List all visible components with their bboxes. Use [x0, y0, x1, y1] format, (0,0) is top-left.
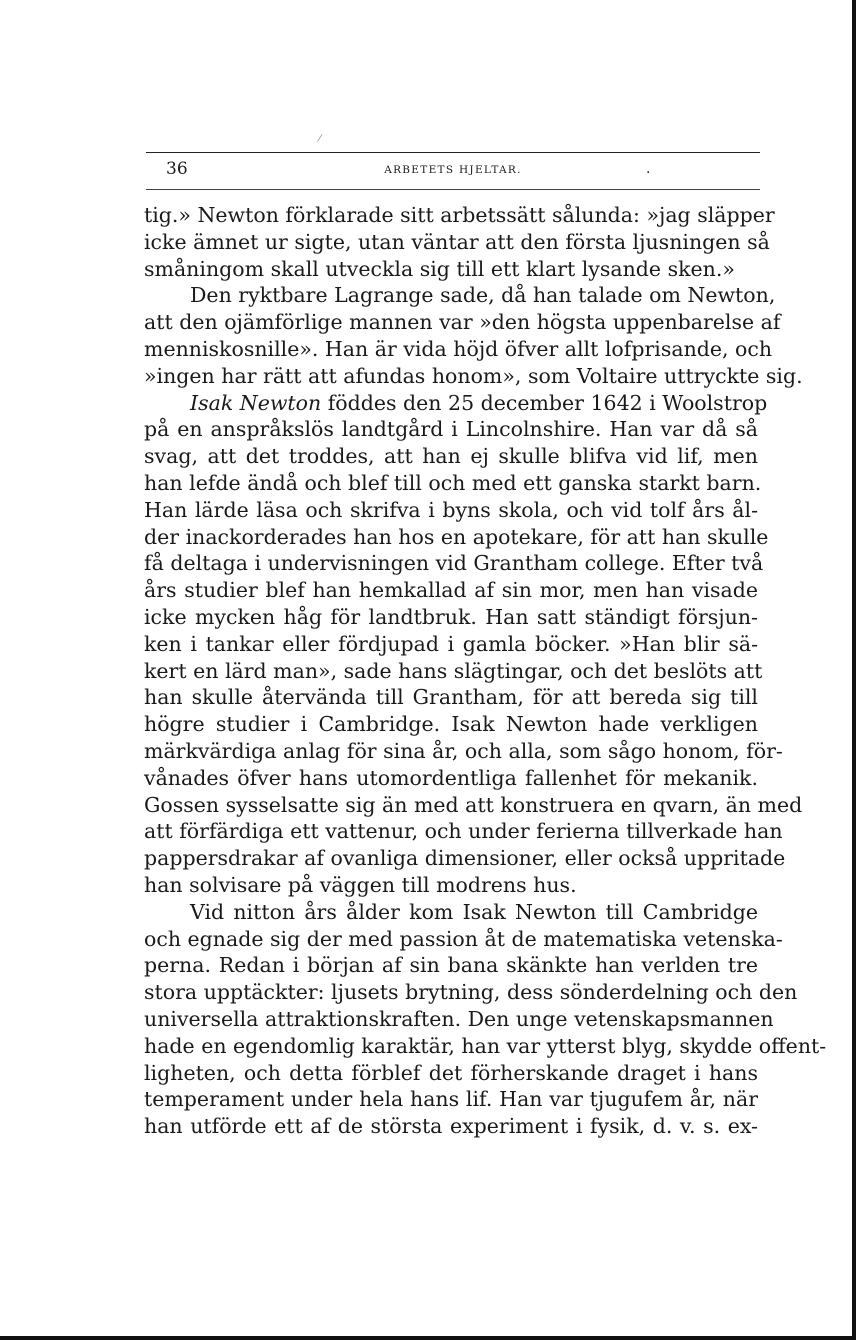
- text-line: Vid nitton års ålder kom Isak Newton till Cambridge: [190, 899, 758, 924]
- text-line: han solvisare på väggen till modrens hus.: [144, 872, 577, 897]
- text-line: universella attraktionskraften. Den unge vetenskapsmannen: [144, 1006, 774, 1031]
- text-line: perna. Redan i början af sin bana skänkte han verlden tre: [144, 953, 758, 978]
- running-title: ARBETETS HJELTAR.: [384, 164, 522, 176]
- text-line: stora upptäckter: ljusets brytning, dess sönderdelning och den: [144, 980, 798, 1005]
- emphasized-name: Isak Newton: [190, 390, 322, 415]
- text-line: högre studier i Cambridge. Isak Newton hade verkligen: [144, 712, 758, 737]
- text-line: vånades öfver hans utomordentliga fallenhet för mekanik.: [144, 765, 758, 790]
- text-line: pappersdrakar af ovanliga dimensioner, eller också uppritade: [144, 846, 786, 871]
- text-line: han lefde ändå och blef till och med ett ganska starkt barn.: [144, 470, 762, 495]
- text-line: icke mycken håg för landtbruk. Han satt ständigt försjun-: [144, 604, 758, 629]
- text-line: Gossen sysselsatte sig än med att konstruera en qvarn, än med: [144, 792, 803, 817]
- text-line: hade en egendomlig karaktär, han var ytterst blyg, skydde offent-: [144, 1033, 827, 1058]
- text-line: märkvärdiga anlag för sina år, och alla, som sågo honom, för-: [144, 738, 783, 763]
- text-line: »ingen har rätt att afundas honom», som Voltaire uttryckte sig.: [144, 363, 803, 388]
- text-line: småningom skall utveckla sig till ett klart lysande sken.»: [144, 256, 735, 281]
- text-line: att förfärdiga ett vattenur, och under ferierna tillverkade han: [144, 819, 783, 844]
- text-line: på en anspråkslös landtgård i Lincolnshire. Han var då så: [144, 417, 758, 442]
- text-line: få deltaga i undervisningen vid Grantham college. Efter två: [144, 551, 764, 576]
- page-number: 36: [166, 159, 188, 179]
- text-line: Den ryktbare Lagrange sade, då han talade om Newton,: [190, 283, 776, 308]
- scan-mark: /: [316, 132, 323, 145]
- text-line: ken i tankar eller fördjupad i gamla böcker. »Han blir sä-: [144, 631, 758, 656]
- text-line: der inackorderades han hos en apotekare, för att han skulle: [144, 524, 769, 549]
- page-edge-bottom: [0, 1336, 856, 1340]
- page-header: [146, 152, 760, 190]
- text-line: han utförde ett af de största experiment i fysik, d. v. s. ex-: [144, 1114, 758, 1139]
- text-line: temperament under hela hans lif. Han var tjugufem år, när: [144, 1087, 758, 1112]
- text-line: han skulle återvända till Grantham, för att bereda sig till: [144, 685, 758, 710]
- text-line: och egnade sig der med passion åt de matematiska vetenska-: [144, 926, 783, 951]
- text-line: ligheten, och detta förblef det förherskande draget i hans: [144, 1060, 758, 1085]
- text-line: Isak Newton föddes den 25 december 1642 i Woolstrop: [190, 390, 768, 415]
- text-line: tig.» Newton förklarade sitt arbetssätt sålunda: »jag släpper: [144, 203, 775, 227]
- header-mark: .: [646, 161, 651, 177]
- text-line: svag, att det troddes, att han ej skulle blifva vid lif, men: [144, 444, 758, 469]
- page-edge-right: [852, 0, 856, 1340]
- text-line: icke ämnet ur sigte, utan väntar att den första ljusningen så: [144, 229, 770, 254]
- body-text: [144, 202, 827, 1140]
- text-line: års studier blef han hemkallad af sin mor, men han visade: [144, 578, 758, 603]
- text-line: Han lärde läsa och skrifva i byns skola, och vid tolf års ål-: [144, 497, 758, 522]
- text-line: att den ojämförlige mannen var »den högsta uppenbarelse af: [144, 310, 781, 335]
- text-line: menniskosnille». Han är vida höjd öfver allt lofprisande, och: [144, 336, 773, 361]
- text-line: kert en lärd man», sade hans slägtingar, och det beslöts att: [144, 658, 763, 683]
